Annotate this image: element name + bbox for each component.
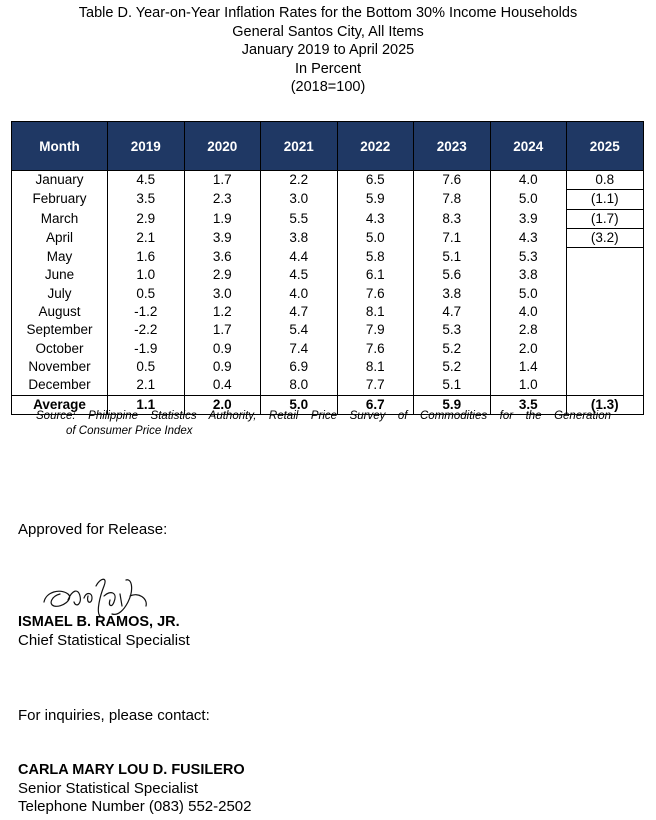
value-cell: 7.1 — [414, 228, 491, 247]
value-cell: 3.8 — [261, 228, 338, 247]
contact-phone: Telephone Number (083) 552-2502 — [18, 798, 252, 815]
value-cell — [567, 266, 644, 284]
average-value: 5.0 — [261, 395, 338, 414]
value-cell — [567, 358, 644, 376]
value-cell — [567, 321, 644, 339]
value-cell: -2.2 — [108, 321, 185, 339]
value-cell: 5.0 — [337, 228, 414, 247]
value-cell: 3.9 — [490, 209, 567, 228]
column-header-year: 2023 — [414, 122, 491, 171]
table-row — [12, 321, 644, 339]
value-cell: (1.7) — [567, 209, 644, 228]
month-cell: March — [12, 209, 108, 228]
value-cell: 4.0 — [490, 303, 567, 321]
month-cell: November — [12, 358, 108, 376]
table-row — [12, 228, 644, 247]
source-line-1: Source: Philippine Statistics Authority, Retail Price Survey of Commodities for the Generation — [36, 410, 611, 422]
value-cell: 1.6 — [108, 248, 185, 267]
title-line-5: (2018=100) — [290, 79, 366, 96]
approved-label: Approved for Release: — [18, 521, 168, 538]
value-cell: 4.5 — [261, 266, 338, 284]
value-cell: 3.0 — [184, 285, 261, 303]
value-cell: 0.4 — [184, 376, 261, 395]
value-cell: 6.9 — [261, 358, 338, 376]
value-cell: 1.0 — [490, 376, 567, 395]
average-value: 3.5 — [490, 395, 567, 414]
value-cell: 7.8 — [414, 190, 491, 209]
value-cell: 2.2 — [261, 171, 338, 190]
header-row — [12, 122, 644, 171]
value-cell: 4.4 — [261, 248, 338, 267]
average-value: 6.7 — [337, 395, 414, 414]
value-cell: 5.1 — [414, 248, 491, 267]
value-cell: 6.5 — [337, 171, 414, 190]
source-line-2: of Consumer Price Index — [66, 425, 193, 437]
table-row — [12, 376, 644, 395]
value-cell: 5.9 — [337, 190, 414, 209]
value-cell: 2.1 — [108, 228, 185, 247]
value-cell: 4.7 — [414, 303, 491, 321]
value-cell: 3.9 — [184, 228, 261, 247]
value-cell: 1.4 — [490, 358, 567, 376]
table-row — [12, 248, 644, 267]
value-cell: 1.2 — [184, 303, 261, 321]
value-cell: 8.0 — [261, 376, 338, 395]
value-cell — [567, 248, 644, 267]
table-row — [12, 171, 644, 190]
month-cell: December — [12, 376, 108, 395]
value-cell: 2.9 — [108, 209, 185, 228]
value-cell: 6.1 — [337, 266, 414, 284]
title-line-3: January 2019 to April 2025 — [241, 42, 415, 59]
column-header-year: 2020 — [184, 122, 261, 171]
value-cell: 5.4 — [261, 321, 338, 339]
column-header-year: 2025 — [567, 122, 644, 171]
column-header-year: 2022 — [337, 122, 414, 171]
column-header-month: Month — [12, 122, 108, 171]
month-cell: June — [12, 266, 108, 284]
average-value: (1.3) — [567, 395, 644, 414]
source-note — [36, 409, 611, 439]
value-cell: 5.8 — [337, 248, 414, 267]
value-cell: 2.3 — [184, 190, 261, 209]
value-cell: 2.9 — [184, 266, 261, 284]
value-cell: 8.3 — [414, 209, 491, 228]
value-cell: 0.5 — [108, 285, 185, 303]
value-cell: 3.8 — [414, 285, 491, 303]
value-cell: 5.0 — [490, 190, 567, 209]
month-cell: April — [12, 228, 108, 247]
column-header-year: 2021 — [261, 122, 338, 171]
value-cell: 4.0 — [490, 171, 567, 190]
inflation-table — [11, 121, 644, 415]
table-row — [12, 266, 644, 284]
value-cell: 0.8 — [567, 171, 644, 190]
value-cell: 5.2 — [414, 358, 491, 376]
value-cell: 1.0 — [108, 266, 185, 284]
value-cell: 3.0 — [261, 190, 338, 209]
inquiries-label: For inquiries, please contact: — [18, 707, 210, 724]
value-cell — [567, 285, 644, 303]
value-cell: 3.5 — [108, 190, 185, 209]
title-line-4: In Percent — [294, 60, 362, 77]
average-value: 2.0 — [184, 395, 261, 414]
average-value: 1.1 — [108, 395, 185, 414]
value-cell: 4.3 — [490, 228, 567, 247]
table-row — [12, 340, 644, 358]
value-cell: 3.8 — [490, 266, 567, 284]
value-cell: 2.8 — [490, 321, 567, 339]
value-cell: (1.1) — [567, 190, 644, 209]
value-cell: 2.0 — [490, 340, 567, 358]
value-cell: 4.7 — [261, 303, 338, 321]
value-cell — [567, 340, 644, 358]
column-header-year: 2024 — [490, 122, 567, 171]
average-value: 5.9 — [414, 395, 491, 414]
value-cell: 4.0 — [261, 285, 338, 303]
value-cell: 5.2 — [414, 340, 491, 358]
value-cell: 7.6 — [337, 285, 414, 303]
signatory-name: ISMAEL B. RAMOS, JR. — [18, 614, 180, 630]
contact-title: Senior Statistical Specialist — [18, 780, 199, 797]
month-cell: October — [12, 340, 108, 358]
value-cell: -1.2 — [108, 303, 185, 321]
value-cell — [567, 376, 644, 395]
value-cell: 5.6 — [414, 266, 491, 284]
month-cell: May — [12, 248, 108, 267]
signatory-title: Chief Statistical Specialist — [18, 632, 190, 649]
table-row — [12, 190, 644, 209]
average-label: Average — [12, 395, 108, 414]
value-cell: 7.7 — [337, 376, 414, 395]
table-row — [12, 303, 644, 321]
value-cell: 0.9 — [184, 358, 261, 376]
value-cell: 5.3 — [414, 321, 491, 339]
value-cell: 0.5 — [108, 358, 185, 376]
value-cell: 7.6 — [414, 171, 491, 190]
value-cell: 4.5 — [108, 171, 185, 190]
value-cell: 5.1 — [414, 376, 491, 395]
value-cell: 5.5 — [261, 209, 338, 228]
value-cell: 7.4 — [261, 340, 338, 358]
value-cell: (3.2) — [567, 228, 644, 247]
month-cell: August — [12, 303, 108, 321]
title-line-1: Table D. Year-on-Year Inflation Rates for the Bottom 30% Income Households — [78, 5, 578, 21]
month-cell: February — [12, 190, 108, 209]
value-cell: 3.6 — [184, 248, 261, 267]
value-cell: 4.3 — [337, 209, 414, 228]
value-cell: 5.0 — [490, 285, 567, 303]
value-cell: 8.1 — [337, 358, 414, 376]
month-cell: July — [12, 285, 108, 303]
table-title — [0, 4, 656, 97]
value-cell: 5.3 — [490, 248, 567, 267]
value-cell: 1.7 — [184, 171, 261, 190]
value-cell: 1.7 — [184, 321, 261, 339]
title-line-2: General Santos City, All Items — [232, 23, 424, 40]
column-header-year: 2019 — [108, 122, 185, 171]
value-cell: 2.1 — [108, 376, 185, 395]
month-cell: September — [12, 321, 108, 339]
value-cell: 8.1 — [337, 303, 414, 321]
table-row — [12, 209, 644, 228]
table-header — [12, 122, 644, 171]
value-cell — [567, 303, 644, 321]
table-row — [12, 285, 644, 303]
value-cell: 7.9 — [337, 321, 414, 339]
value-cell: 1.9 — [184, 209, 261, 228]
table-body — [12, 171, 644, 415]
value-cell: -1.9 — [108, 340, 185, 358]
value-cell: 0.9 — [184, 340, 261, 358]
table-row — [12, 358, 644, 376]
value-cell: 7.6 — [337, 340, 414, 358]
month-cell: January — [12, 171, 108, 190]
contact-name: CARLA MARY LOU D. FUSILERO — [18, 762, 245, 778]
